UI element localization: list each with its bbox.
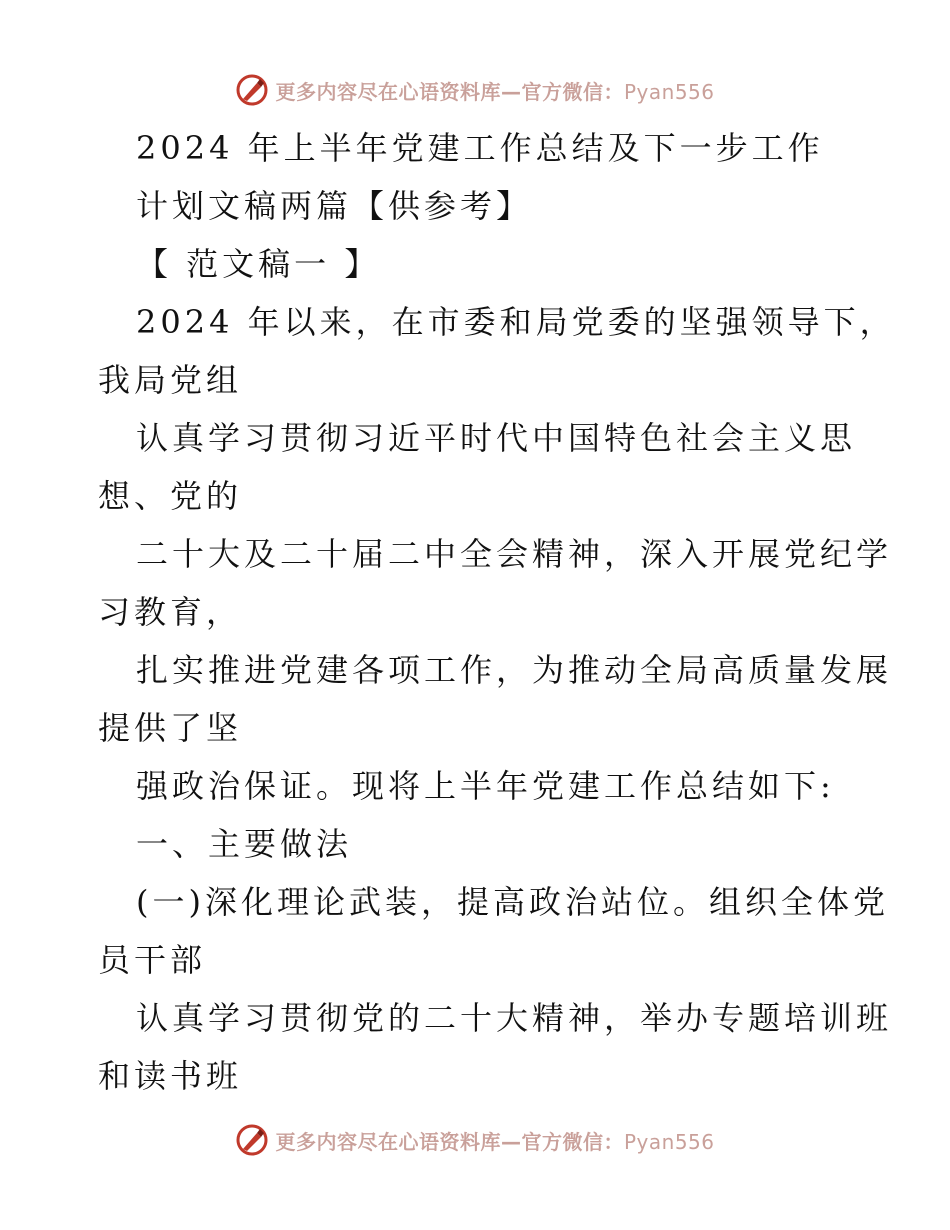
section-label: 【 范文稿一 】 (136, 245, 381, 283)
watermark-contact: Pyan556 (623, 1129, 715, 1154)
paragraph-line: 习教育， (98, 593, 243, 631)
watermark-text: 更多内容尽在心语资料库—官方微信：Pyan556 (275, 1129, 715, 1154)
paragraph-line: 强政治保证。现将上半年党建工作总结如下: (136, 767, 835, 805)
paragraph-line: 想、党的 (98, 477, 243, 515)
watermark-text: 更多内容尽在心语资料库—官方微信：Pyan556 (275, 79, 715, 104)
paragraph-line: 我局党组 (98, 361, 243, 399)
paragraph-line: 和读书班 (98, 1057, 243, 1095)
watermark-footer (0, 1120, 950, 1160)
pen-logo-icon (235, 73, 269, 107)
title-line-1: 2024 年上半年党建工作总结及下一步工作 (136, 129, 824, 167)
watermark-contact: Pyan556 (623, 79, 715, 104)
paragraph-line: 二十大及二十届二中全会精神，深入开展党纪学 (136, 535, 893, 573)
paragraph-line: 2024 年以来，在市委和局党委的坚强领导下， (136, 303, 896, 341)
section-heading: 一、主要做法 (136, 825, 353, 863)
paragraph-line: 员干部 (98, 941, 207, 979)
pen-logo-icon (235, 1123, 269, 1157)
paragraph-line: 认真学习贯彻习近平时代中国特色社会主义思 (136, 419, 857, 457)
paragraph-line: 扎实推进党建各项工作，为推动全局高质量发展 (136, 651, 893, 689)
watermark-header (0, 70, 950, 110)
paragraph-line: 提供了坚 (98, 709, 243, 747)
paragraph-line: (一)深化理论武装，提高政治站位。组织全体党 (136, 883, 889, 921)
title-line-2: 计划文稿两篇【供参考】 (136, 187, 533, 225)
paragraph-line: 认真学习贯彻党的二十大精神，举办专题培训班 (136, 999, 893, 1037)
